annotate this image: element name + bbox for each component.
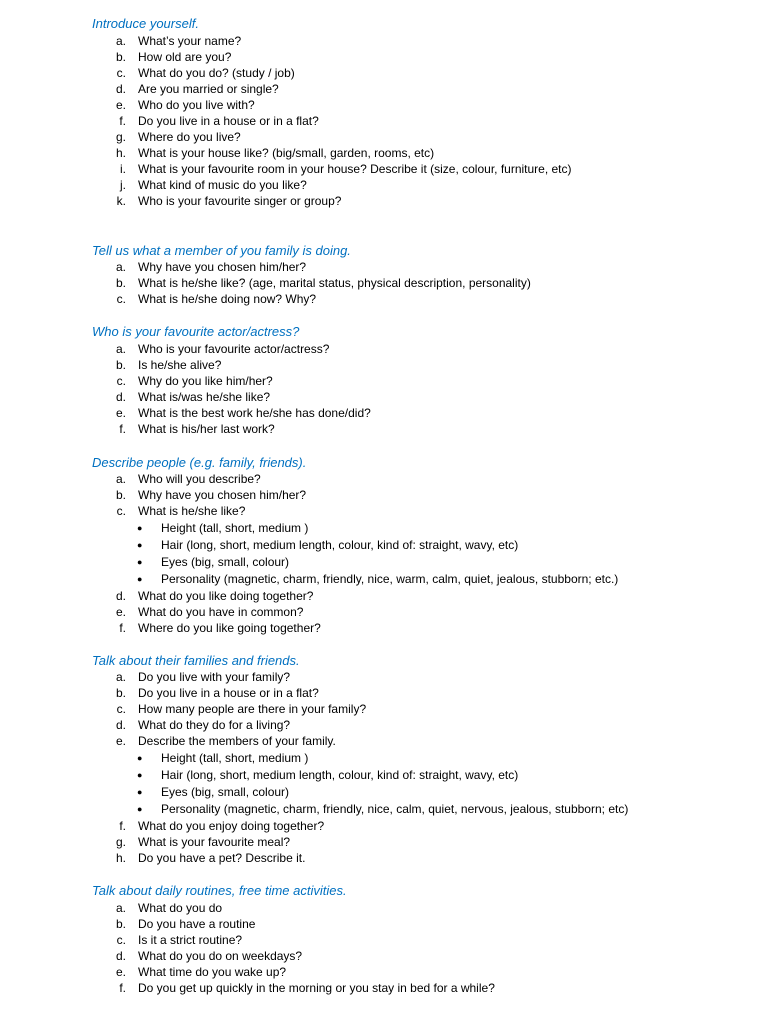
section-heading: Introduce yourself.: [92, 16, 199, 31]
bullet-text: Hair (long, short, medium length, colour, kind of: straight, wavy, etc): [161, 768, 519, 782]
list-item: [0, 129, 768, 145]
item-marker: f.: [119, 422, 126, 436]
item-text: What’s your name?: [138, 34, 242, 48]
list-item: [0, 834, 768, 850]
bullet-text: Hair (long, short, medium length, colour, kind of: straight, wavy, etc): [161, 538, 519, 552]
bullet-item: [0, 571, 768, 588]
list-item: [0, 980, 768, 996]
list-item: [0, 932, 768, 948]
bullet-text: Personality (magnetic, charm, friendly, nice, warm, calm, quiet, jealous, stubborn; etc.): [161, 572, 619, 586]
bullet-item: [0, 750, 768, 767]
bullet-dot-icon: ●: [137, 787, 143, 797]
item-text: Who do you live with?: [138, 98, 255, 112]
item-text: Who is your favourite actor/actress?: [138, 342, 330, 356]
item-marker: d.: [115, 949, 126, 963]
item-marker: k.: [116, 194, 126, 208]
section-heading: Tell us what a member of you family is doing.: [92, 243, 351, 258]
bullet-item: [0, 784, 768, 801]
item-marker: e.: [115, 98, 126, 112]
bullet-text: Height (tall, short, medium ): [161, 521, 309, 535]
item-marker: h.: [115, 851, 126, 865]
list-item: [0, 275, 768, 291]
bullet-item: [0, 537, 768, 554]
item-marker: b.: [115, 686, 126, 700]
item-text: Why do you like him/her?: [138, 374, 273, 388]
item-text: Do you get up quickly in the morning or you stay in bed for a while?: [138, 981, 495, 995]
section-heading: Who is your favourite actor/actress?: [92, 324, 300, 339]
item-marker: d.: [115, 390, 126, 404]
item-marker: i.: [120, 162, 126, 176]
list-item: [0, 916, 768, 932]
list-item: [0, 964, 768, 980]
list-item: [0, 421, 768, 437]
list-item: [0, 291, 768, 307]
list-item: [0, 818, 768, 834]
item-text: What is he/she doing now? Why?: [138, 292, 317, 306]
item-text: What time do you wake up?: [138, 965, 287, 979]
item-text: What is he/she like?: [138, 504, 246, 518]
item-text: Do you live in a house or in a flat?: [138, 114, 319, 128]
item-marker: c.: [116, 374, 126, 388]
item-text: Where do you like going together?: [138, 621, 321, 635]
bullet-text: Eyes (big, small, colour): [161, 785, 290, 799]
item-marker: a.: [115, 670, 126, 684]
bullet-dot-icon: ●: [137, 753, 143, 763]
item-marker: c.: [116, 702, 126, 716]
item-marker: f.: [119, 621, 126, 635]
item-text: What is his/her last work?: [138, 422, 275, 436]
item-text: Why have you chosen him/her?: [138, 488, 307, 502]
item-marker: a.: [115, 342, 126, 356]
item-text: What do you have in common?: [138, 605, 304, 619]
list-item: [0, 81, 768, 97]
item-marker: b.: [115, 488, 126, 502]
item-text: What is the best work he/she has done/did?: [138, 406, 371, 420]
item-text: What is your house like? (big/small, garden, rooms, etc): [138, 146, 435, 160]
item-marker: c.: [116, 66, 126, 80]
item-text: What is he/she like? (age, marital status, physical description, personality): [138, 276, 531, 290]
list-item: [0, 97, 768, 113]
list-item: [0, 113, 768, 129]
item-marker: f.: [119, 114, 126, 128]
list-item: [0, 161, 768, 177]
item-text: Do you have a routine: [138, 917, 256, 931]
item-text: What is your favourite room in your house? Describe it (size, colour, furniture, etc): [138, 162, 572, 176]
item-marker: e.: [115, 734, 126, 748]
section-heading: Describe people (e.g. family, friends).: [92, 455, 307, 470]
bullet-text: Eyes (big, small, colour): [161, 555, 290, 569]
list-item: [0, 357, 768, 373]
item-text: Describe the members of your family.: [138, 734, 336, 748]
item-text: Do you live with your family?: [138, 670, 291, 684]
bullet-dot-icon: ●: [137, 770, 143, 780]
list-item: [0, 33, 768, 49]
list-item: [0, 193, 768, 209]
item-marker: j.: [120, 178, 126, 192]
list-item: [0, 49, 768, 65]
bullet-dot-icon: ●: [137, 540, 143, 550]
list-item: [0, 341, 768, 357]
bullet-dot-icon: ●: [137, 557, 143, 567]
item-marker: d.: [115, 82, 126, 96]
list-item: [0, 588, 768, 604]
item-text: Do you have a pet? Describe it.: [138, 851, 306, 865]
item-marker: e.: [115, 406, 126, 420]
list-item: [0, 177, 768, 193]
item-text: What is/was he/she like?: [138, 390, 271, 404]
list-item: [0, 717, 768, 733]
item-text: What do you enjoy doing together?: [138, 819, 325, 833]
item-text: Is it a strict routine?: [138, 933, 243, 947]
item-marker: g.: [115, 130, 126, 144]
section-heading: Talk about daily routines, free time activities.: [92, 883, 347, 898]
list-item: [0, 503, 768, 519]
bullet-item: [0, 801, 768, 818]
item-text: Who is your favourite singer or group?: [138, 194, 342, 208]
list-item: [0, 669, 768, 685]
list-item: [0, 685, 768, 701]
item-marker: c.: [116, 292, 126, 306]
item-marker: e.: [115, 965, 126, 979]
item-text: How many people are there in your family?: [138, 702, 367, 716]
list-item: [0, 65, 768, 81]
list-item: [0, 900, 768, 916]
item-marker: f.: [119, 981, 126, 995]
item-text: Who will you describe?: [138, 472, 261, 486]
item-text: Are you married or single?: [138, 82, 279, 96]
item-marker: g.: [115, 835, 126, 849]
item-marker: a.: [115, 260, 126, 274]
item-marker: b.: [115, 50, 126, 64]
item-marker: f.: [119, 819, 126, 833]
list-item: [0, 405, 768, 421]
list-item: [0, 850, 768, 866]
item-marker: h.: [115, 146, 126, 160]
item-text: What do you like doing together?: [138, 589, 314, 603]
list-item: [0, 487, 768, 503]
item-marker: a.: [115, 901, 126, 915]
list-item: [0, 471, 768, 487]
item-text: What kind of music do you like?: [138, 178, 307, 192]
item-text: What is your favourite meal?: [138, 835, 291, 849]
item-marker: c.: [116, 933, 126, 947]
item-marker: b.: [115, 276, 126, 290]
item-text: Is he/she alive?: [138, 358, 222, 372]
section-heading: Talk about their families and friends.: [92, 653, 300, 668]
item-text: What do they do for a living?: [138, 718, 291, 732]
bullet-text: Personality (magnetic, charm, friendly, nice, calm, quiet, nervous, jealous, stubborn; etc): [161, 802, 629, 816]
item-marker: e.: [115, 605, 126, 619]
list-item: [0, 620, 768, 636]
item-text: What do you do? (study / job): [138, 66, 295, 80]
bullet-dot-icon: ●: [137, 574, 143, 584]
bullet-item: [0, 767, 768, 784]
list-item: [0, 604, 768, 620]
item-text: Where do you live?: [138, 130, 241, 144]
bullet-item: [0, 554, 768, 571]
item-marker: c.: [116, 504, 126, 518]
list-item: [0, 373, 768, 389]
list-item: [0, 389, 768, 405]
list-item: [0, 701, 768, 717]
list-item: [0, 733, 768, 749]
item-marker: a.: [115, 472, 126, 486]
item-marker: b.: [115, 917, 126, 931]
item-text: What do you do on weekdays?: [138, 949, 303, 963]
item-marker: a.: [115, 34, 126, 48]
item-text: How old are you?: [138, 50, 232, 64]
item-text: Why have you chosen him/her?: [138, 260, 307, 274]
item-marker: d.: [115, 589, 126, 603]
bullet-item: [0, 520, 768, 537]
bullet-dot-icon: ●: [137, 804, 143, 814]
list-item: [0, 145, 768, 161]
list-item: [0, 259, 768, 275]
bullet-text: Height (tall, short, medium ): [161, 751, 309, 765]
bullet-dot-icon: ●: [137, 523, 143, 533]
item-marker: d.: [115, 718, 126, 732]
item-text: What do you do: [138, 901, 223, 915]
list-item: [0, 948, 768, 964]
item-marker: b.: [115, 358, 126, 372]
item-text: Do you live in a house or in a flat?: [138, 686, 319, 700]
